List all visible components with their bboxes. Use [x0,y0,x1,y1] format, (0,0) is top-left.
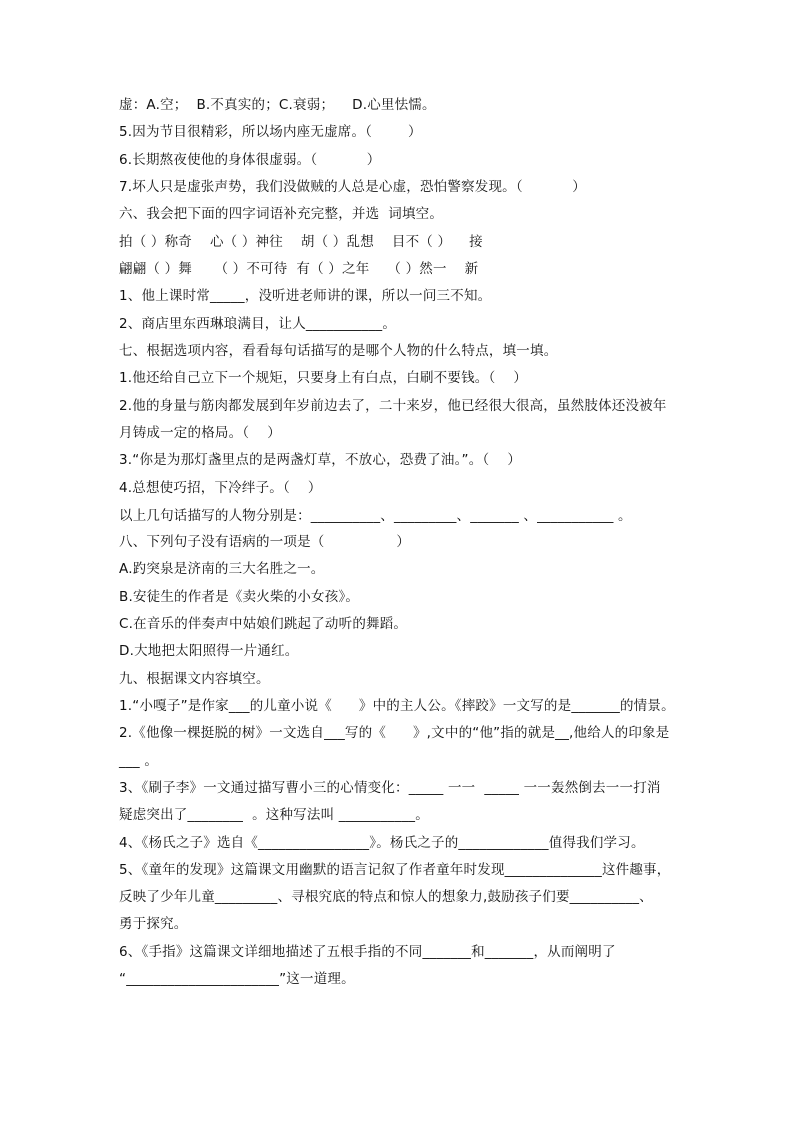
text-line: 6、《手指》这篇课文详细地描述了五根手指的不同_______和_______，从而阐明了 [119,944,616,960]
text-line: 4、《杨氏之子》选自《________________》。杨氏之子的_____________值得我们学习。 [119,835,645,851]
text-line: 翩翩（ ）舞 （ ）不可待 有（ ）之年 （ ）然一 新 [119,261,479,277]
text-line: D.大地把太阳照得一片通红。 [119,643,299,659]
text-line: 月铸成一定的格局。（ ） [119,425,281,441]
text-line: A.趵突泉是济南的三大名胜之一。 [119,561,325,577]
text-line: “______________________”这一道理。 [119,971,355,987]
text-line: 2、商店里东西琳琅满目，让人___________。 [119,316,397,332]
text-line: 7.坏人只是虚张声势，我们没做贼的人总是心虚，恐怕警察发现。（ ） [119,179,586,195]
section-heading: 八、下列句子没有语病的一项是（ ） [119,534,411,550]
text-line: B.安徒生的作者是《卖火柴的小女孩》。 [119,589,360,605]
text-line: 勇于探究。 [119,916,188,932]
section-heading: 六、我会把下面的四字词语补充完整，并选 词填空。 [119,206,444,222]
text-line: 5.因为节目很精彩，所以场内座无虚席。（ ） [119,124,422,140]
text-line: 以上几句话描写的人物分别是：__________、_________、_______ 、___________ 。 [119,508,632,524]
text-line: 疑虑突出了________ 。这种写法叫 ___________。 [119,807,429,823]
text-line: 5、《童年的发现》这篇课文用幽默的语言记叙了作者童年时发现______________这件趣事， [119,862,671,878]
text-line: 3.“你是为那灯盏里点的是两盏灯草，不放心，恐费了油。”。（ ） [119,452,522,468]
section-heading: 七、根据选项内容，看看每句话描写的是哪个人物的什么特点，填一填。 [119,343,558,359]
text-line: 虚：A.空； B.不真实的；C.衰弱； D.心里怯懦。 [119,97,436,113]
text-line: ___ 。 [119,753,159,769]
text-line: 1.“小嘎子”是作家___的儿童小说《 》中的主人公。《摔跤》一文写的是_______的情景。 [119,698,675,714]
text-line: 2.他的身量与筋肉都发展到年岁前边去了，二十来岁，他已经很大很高，虽然肢体还没被年 [119,398,667,414]
text-line: 2.《他像一棵挺脱的树》一文选自___写的《 》,文中的“他”指的就是__,他给人的印象是 [119,725,670,741]
text-line: 拍（ ）称奇 心（ ）神往 胡（ ）乱想 目不（ ） 接 [119,234,483,250]
text-line: 6.长期熬夜使他的身体很虚弱。（ ） [119,152,381,168]
text-line: 1.他还给自己立下一个规矩，只要身上有白点，白刷不要钱。（ ） [119,370,528,386]
text-line: 4.总想使巧招，下冷绊子。（ ） [119,480,322,496]
section-heading: 九、根据课文内容填空。 [119,671,270,687]
text-line: 1、他上课时常_____，没听进老师讲的课，所以一问三不知。 [119,288,492,304]
text-line: 反映了少年儿童_________、寻根究底的特点和惊人的想象力,鼓励孩子们要__________、 [119,889,653,905]
text-line: C.在音乐的伴奏声中姑娘们跳起了动听的舞蹈。 [119,616,408,632]
text-line: 3、《刷子李》一文通过描写曹小三的心情变化：_____ 一一 _____ 一一轰然倒去一一打消 [119,780,661,796]
